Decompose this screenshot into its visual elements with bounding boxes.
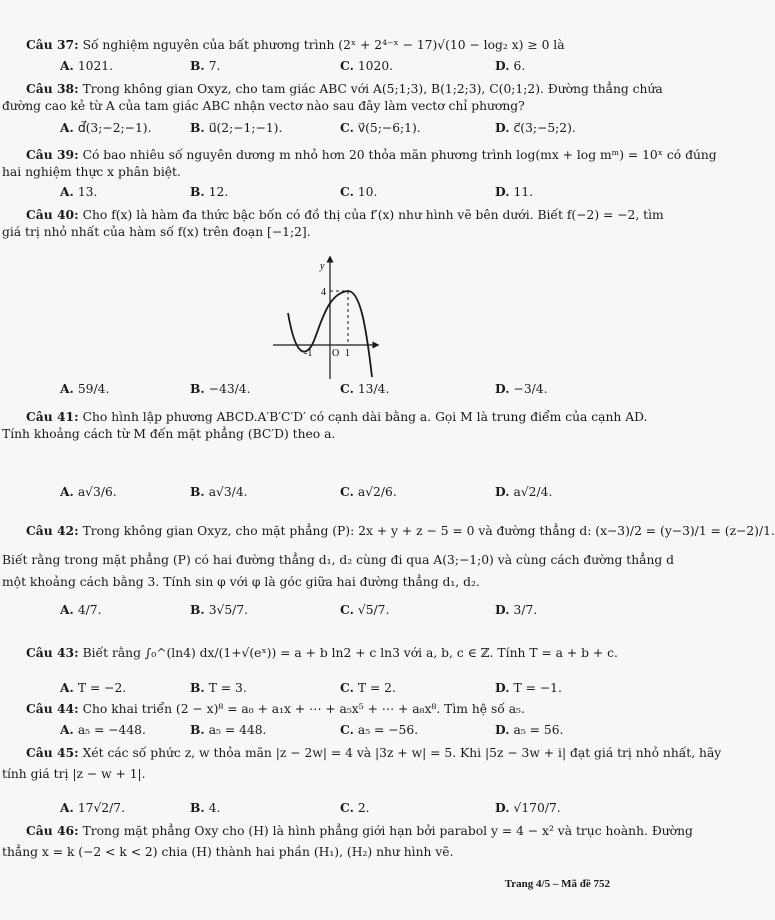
y-tick-4: 4 xyxy=(321,287,326,298)
question-39-options: A. 13. B. 12. C. 10. D. 11. xyxy=(60,184,534,199)
question-41-options: A. a√3/6. B. a√3/4. C. a√2/6. D. a√2/4. xyxy=(60,484,553,499)
x-tick-minus-1: -1 xyxy=(304,348,313,359)
question-41: Câu 41: Cho hình lập phương ABCD.A′B′C′D′ có cạnh dài bằng a. Gọi M là trung điểm của cạnh AD. Tính khoảng cách từ M đến mặt phẳng (BC′D) theo a. xyxy=(2,409,648,441)
page-footer: Trang 4/5 – Mã đề 752 xyxy=(504,878,610,890)
question-45: Câu 45: Xét các số phức z, w thỏa mãn |z − 2w| = 4 và |3z + w| = 5. Khi |5z − 3w + i| đạt giá trị nhỏ nhất, hãy tính giá trị |z − w + 1|. xyxy=(2,745,722,781)
question-45-options: A. 17√2/7. B. 4. C. 2. D. √170/7. xyxy=(60,800,561,815)
question-44-options: A. a₅ = −448. B. a₅ = 448. C. a₅ = −56. D. a₅ = 56. xyxy=(60,722,564,737)
question-37: Câu 37: Số nghiệm nguyên của bất phương trình (2ˣ + 2⁴⁻ˣ − 17)√(10 − log₂ x) ≥ 0 là xyxy=(26,37,565,52)
question-42-options: A. 4/7. B. 3√5/7. C. √5/7. D. 3/7. xyxy=(60,602,538,617)
question-37-options: A. 1021. B. 7. C. 1020. D. 6. xyxy=(60,58,526,73)
question-40-options: A. 59/4. B. −43/4. C. 13/4. D. −3/4. xyxy=(60,381,548,396)
question-38-options: A. d⃗(3;−2;−1). B. u⃗(2;−1;−1). C. v⃗(5;−6;1). D. c⃗(3;−5;2). xyxy=(60,120,576,135)
question-38: Câu 38: Trong không gian Oxyz, cho tam giác ABC với A(5;1;3), B(1;2;3), C(0;1;2). Đường thẳng chứa đường cao kẻ từ A của tam giác ABC nhận vectơ nào sau đây làm vectơ chỉ phương? xyxy=(2,81,663,113)
question-43: Câu 43: Biết rằng ∫₀^(ln4) dx/(1+√(eˣ)) = a + b ln2 + c ln3 với a, b, c ∈ ℤ. Tính T = a + b + c. xyxy=(26,645,618,660)
x-tick-1: 1 xyxy=(345,348,350,359)
y-axis-label: y xyxy=(320,261,325,272)
origin-label: O xyxy=(332,348,340,359)
question-46: Câu 46: Trong mặt phẳng Oxy cho (H) là hình phẳng giới hạn bởi parabol y = 4 − x² và trục hoành. Đường thẳng x = k (−2 < k < 2) chia (H) thành hai phần (H₁), (H₂) như hình vẽ. xyxy=(2,823,693,859)
question-40: Câu 40: Cho f(x) là hàm đa thức bậc bốn có đồ thị của f′(x) như hình vẽ bên dưới. Biết f(−2) = −2, tìm giá trị nhỏ nhất của hàm số f(x) trên đoạn [−1;2]. xyxy=(2,207,664,239)
question-42: Câu 42: Trong không gian Oxyz, cho mặt phẳng (P): 2x + y + z − 5 = 0 và đường thẳng d: (x−3)/2 = (y−3)/1 = (z−2)/1. Biết rằng trong mặt phẳng (P) có hai đường thẳng d₁, d₂ cùng đi qua A(3;−1;0) và cùng cách đường thẳng d một khoảng cách bằng 3. Tính sin φ với φ là góc giữa hai đường thẳng d₁, d₂. xyxy=(2,523,775,589)
question-39: Câu 39: Có bao nhiêu số nguyên dương m nhỏ hơn 20 thỏa mãn phương trình log(mx + log mᵐ) = 10ˣ có đúng hai nghiệm thực x phân biệt. xyxy=(2,147,717,179)
question-44: Câu 44: Cho khai triển (2 − x)⁸ = a₀ + a₁x + ⋯ + a₅x⁵ + ⋯ + a₈x⁸. Tìm hệ số a₅. xyxy=(26,701,525,716)
question-43-options: A. T = −2. B. T = 3. C. T = 2. D. T = −1. xyxy=(60,680,562,695)
derivative-graph xyxy=(268,255,378,380)
